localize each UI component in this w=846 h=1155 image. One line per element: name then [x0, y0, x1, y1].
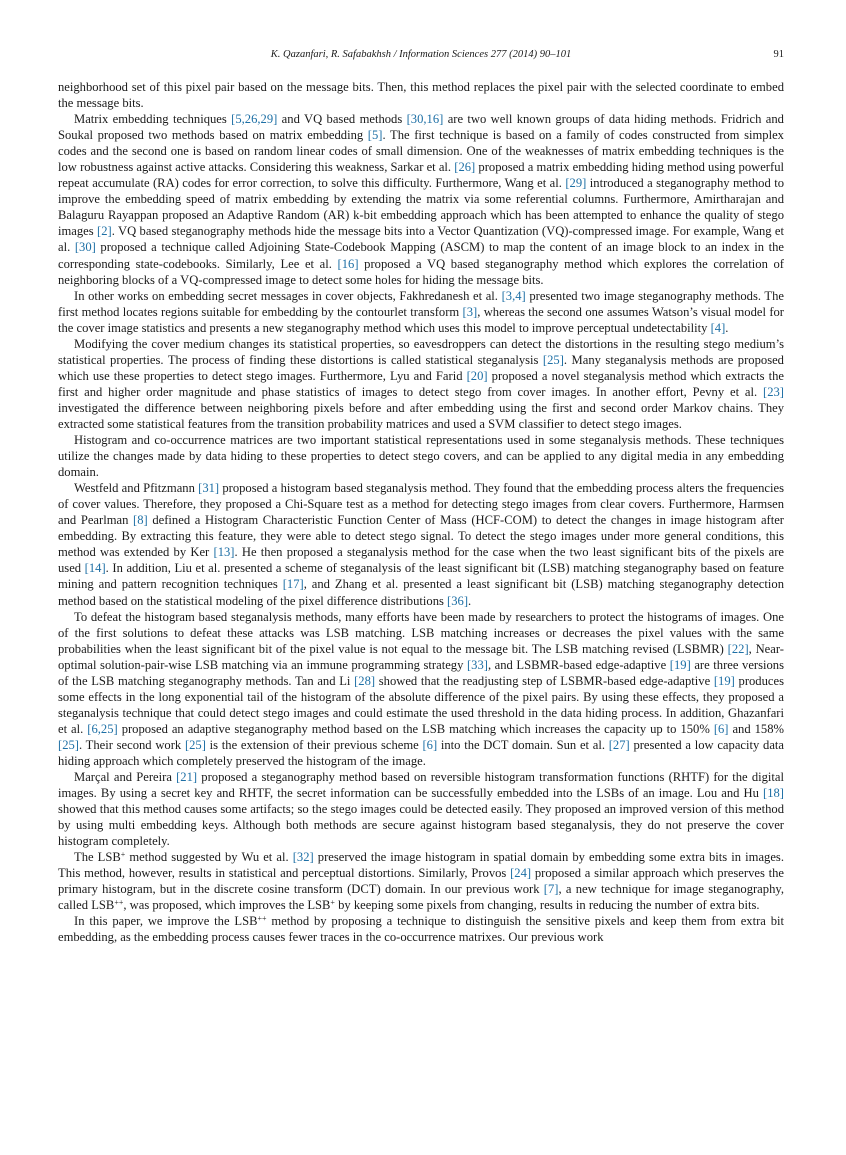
text-run: proposed a similar approach which preserves the primary histogram, but in the discrete cosine transform (DCT) domain. In our previous work [58, 866, 785, 897]
citation-link[interactable]: [23] [763, 384, 784, 399]
citation-link[interactable]: [20] [466, 368, 488, 383]
text-run: . Many steganalysis methods are proposed which use these properties to detect stego images. Furthermore, Lyu and Farid [58, 352, 784, 383]
text-run: proposed a technique called Adjoining State-Codebook Mapping (ASCM) to map the content of an image block to an index in the corresponding state-codebooks. Similarly, Lee et al. [58, 240, 784, 271]
text-run: presented a low capacity data hiding approach which completely preserved the histogram of the image. [58, 737, 784, 768]
text-run: and 158% [728, 721, 785, 736]
citation-link[interactable]: [30,16] [406, 112, 444, 127]
text-run: , whereas the second one assumes Watson’s visual model for the cover image statistics and presents a new steganography method which uses this model to improve perceptual undetectability [58, 304, 784, 335]
body-text [58, 79, 784, 946]
text-run: , Near-optimal solution-pair-wise LSB matching via an immune programming strategy [58, 641, 784, 672]
citation-link[interactable]: [3] [462, 304, 478, 319]
citation-link[interactable]: [8] [133, 513, 148, 528]
text-run: are three versions of the LSB matching steganography methods. Tan and Li [58, 657, 785, 688]
citation-link[interactable]: [5,26,29] [231, 112, 278, 127]
running-header [58, 49, 784, 67]
text-run: , a new technique for image steganography, called LSB [58, 882, 784, 913]
superscript: ++ [257, 914, 267, 924]
citation-link[interactable]: [21] [176, 770, 198, 785]
citation-link[interactable]: [2] [97, 224, 112, 239]
citation-link[interactable]: [31] [198, 481, 220, 496]
text-run: proposed a histogram based steganalysis method. They found that the embedding process alters the frequencies of cover values. Therefore, they proposed a Chi-Square test as a method for detecting stego images from clear covers. Furthermore, Harmsen and Pearlman [58, 481, 784, 528]
text-run: method by proposing a technique to distinguish the sensitive pixels and keep them from extra bit embedding, as the embedding process causes fewer traces in the co-occurrence matrixes. Our previous work [58, 914, 784, 945]
text-run: , was proposed, which improves the LSB [123, 898, 331, 913]
running-title: K. Qazanfari, R. Safabakhsh / Information Sciences 277 (2014) 90–101 [270, 49, 572, 60]
citation-link[interactable]: [33] [466, 657, 488, 672]
paragraph [58, 79, 784, 111]
text-run: by keeping some pixels from changing, results in reducing the number of extra bits. [334, 898, 760, 913]
page-number: 91 [773, 49, 784, 60]
citation-link[interactable]: [6] [422, 737, 438, 752]
citation-link[interactable]: [13] [213, 545, 235, 560]
paragraph [58, 769, 784, 849]
text-run: . [725, 320, 729, 335]
text-run: . VQ based steganography methods hide the message bits into a Vector Quantization (VQ)-compressed image. For example, Wang et al. [58, 224, 785, 255]
paragraph [58, 913, 784, 945]
citation-link[interactable]: [17] [282, 577, 304, 592]
citation-link[interactable]: [27] [608, 737, 630, 752]
citation-link[interactable]: [28] [354, 673, 376, 688]
citation-link[interactable]: [4] [710, 320, 726, 335]
text-run: In other works on embedding secret messages in cover objects, Fakhredanesh et al. [74, 288, 502, 303]
citation-link[interactable]: [19] [669, 657, 691, 672]
citation-link[interactable]: [14] [84, 561, 106, 576]
text-run: Marçal and Pereira [74, 770, 177, 785]
text-run: . He then proposed a steganalysis method for the case when the two least significant bits of the pixels are used [58, 545, 785, 576]
citation-link[interactable]: [6,25] [87, 721, 118, 736]
text-run: Modifying the cover medium changes its statistical properties, so eavesdroppers can detect the distortions in the resulting stego medium’s statistical properties. The process of finding these distortions is called statistical steganalysis [58, 336, 784, 367]
text-run: , and LSBMR-based edge-adaptive [487, 657, 670, 672]
text-run: Matrix embedding techniques [74, 112, 232, 127]
text-run: into the DCT domain. Sun et al. [437, 737, 609, 752]
citation-link[interactable]: [25] [58, 737, 79, 752]
text-run: . The first technique is based on a family of codes constructed from simplex codes and the second one is based on random linear codes of small dimension. One of the weaknesses of matrix embedding techniques is the low robustness against active attacks. Considering this weakness, Sarkar et al. [58, 128, 784, 175]
text-run: investigated the difference between neighboring pixels before and after embedding using the first and second order Markov chains. They extracted some statistical features from the transition probability matrices and used a SVM classifier to detect stego images. [58, 400, 784, 431]
paragraph [58, 432, 784, 480]
text-run: proposed a matrix embedding hiding method using powerful repeat accumulate (RA) codes for error correction, to solve this difficulty. Furthermore, Wang et al. [58, 160, 784, 191]
text-run: . In addition, Liu et al. presented a scheme of steganalysis of the least significant bit (LSB) matching steganography based on feature mining and pattern recognition techniques [58, 561, 785, 592]
text-run: are two well known groups of data hiding methods. Fridrich and Soukal proposed two methods based on matrix embedding [58, 112, 784, 143]
superscript: ++ [114, 898, 124, 908]
paragraph [58, 288, 784, 336]
text-run: method suggested by Wu et al. [125, 850, 293, 865]
text-run: . Their second work [78, 737, 185, 752]
text-run: defined a Histogram Characteristic Function Center of Mass (HCF-COM) to detect the changes in image histogram after embedding. By extracting this feature, they were able to detect stego signal. To detect the stego images under more general conditions, this method was extended by Ker [58, 513, 785, 560]
text-run: To defeat the histogram based steganalysis methods, many efforts have been made by researchers to protect the histograms of images. One of the first solutions to defeat these attacks was LSB matching. LSB matching increases or decreases the pixel values with the same probabilities when the least significant bit of the pixel value is not equal to the message bit. The LSB matching revised (LSBMR) [58, 609, 784, 656]
text-run: proposed a VQ based steganography method which explores the correlation of neighboring blocks of a VQ-compressed image to detect some holes for hiding the message bits. [58, 256, 784, 287]
citation-link[interactable]: [5] [367, 128, 383, 143]
text-run: proposed a steganography method based on reversible histogram transformation functions (RHTF) for the digital images. By using a secret key and RHTF, the secret information can be successfully embedded into the LSBs of an image. Lou and Hu [58, 770, 784, 801]
paragraph [58, 480, 784, 608]
paragraph [58, 111, 784, 288]
text-run: showed that the readjusting step of LSBMR-based edge-adaptive [375, 673, 714, 688]
paragraph [58, 336, 784, 432]
citation-link[interactable]: [19] [713, 673, 735, 688]
citation-link[interactable]: [24] [510, 866, 532, 881]
citation-link[interactable]: [16] [337, 256, 359, 271]
text-run: In this paper, we improve the LSB [74, 914, 258, 929]
text-run: proposed a novel steganalysis method which extracts the first and higher order magnitude and phase statistics of images to detect stego from cover images. In another effort, Pevny et al. [58, 368, 784, 399]
text-run: and VQ based methods [277, 112, 407, 127]
citation-link[interactable]: [6] [713, 721, 729, 736]
text-run: neighborhood set of this pixel pair based on the message bits. Then, this method replaces the pixel pair with the selected coordinate to embed the message bits. [58, 80, 784, 111]
text-run: proposed an adaptive steganography method based on the LSB matching which increases the capacity up to 150% [117, 721, 714, 736]
citation-link[interactable]: [25] [184, 737, 206, 752]
text-run: The LSB [74, 850, 121, 865]
text-run: showed that this method causes some artifacts; so the stego images could be detected easily. They proposed an improved version of this method by using multi embedding keys. Although both methods are secure against histogram based steganalysis, they do not preserve the cover histogram completely. [58, 802, 784, 849]
citation-link[interactable]: [36] [447, 593, 469, 608]
citation-link[interactable]: [7] [543, 882, 559, 897]
text-run: Histogram and co-occurrence matrices are two important statistical representations used in some steganalysis methods. These techniques utilize the changes made by data hiding to these properties to detect stego covers, and can be applied to any digital media in any embedding domain. [58, 433, 784, 480]
text-run: is the extension of their previous scheme [205, 737, 423, 752]
paragraph [58, 609, 784, 769]
text-run: preserved the image histogram in spatial domain by embedding some extra bits in images. This method, however, results in statistical and perceptual distortions. Similarly, Provos [58, 850, 784, 881]
citation-link[interactable]: [30] [74, 240, 96, 255]
text-run: presented two image steganography methods. The first method locates regions suitable for embedding by the contourlet transform [58, 288, 784, 319]
text-run: introduced a steganography method to improve the embedding speed of matrix embedding by extending the matrix via some referential columns. Furthermore, Amirtharajan and Balaguru Rayappan proposed an Adaptive Random (AR) k-bit embedding approach which has been attempted to enhance the quality of stego images [58, 176, 784, 239]
text-run: . [468, 593, 472, 608]
citation-link[interactable]: [22] [727, 641, 749, 656]
superscript: + [120, 850, 126, 860]
text-run: Westfeld and Pfitzmann [74, 481, 199, 496]
text-run: , and Zhang et al. presented a least significant bit (LSB) matching steganography detection method based on the statistical modeling of the pixel difference distributions [58, 577, 784, 608]
paragraph [58, 849, 784, 913]
superscript: + [330, 898, 335, 908]
citation-link[interactable]: [3,4] [501, 288, 526, 303]
citation-link[interactable]: [26] [454, 160, 476, 175]
citation-link[interactable]: [29] [565, 176, 587, 191]
citation-link[interactable]: [18] [763, 786, 784, 801]
text-run: produces some effects in the long exponential tail of the histogram of the absolute difference of the pixel pairs. By using these effects, they proposed a steganalysis technique that could detect stego images and could estimate the used threshold in the data hiding process. In addition, Ghazanfari et al. [58, 673, 784, 736]
citation-link[interactable]: [25] [542, 352, 564, 367]
citation-link[interactable]: [32] [292, 850, 314, 865]
